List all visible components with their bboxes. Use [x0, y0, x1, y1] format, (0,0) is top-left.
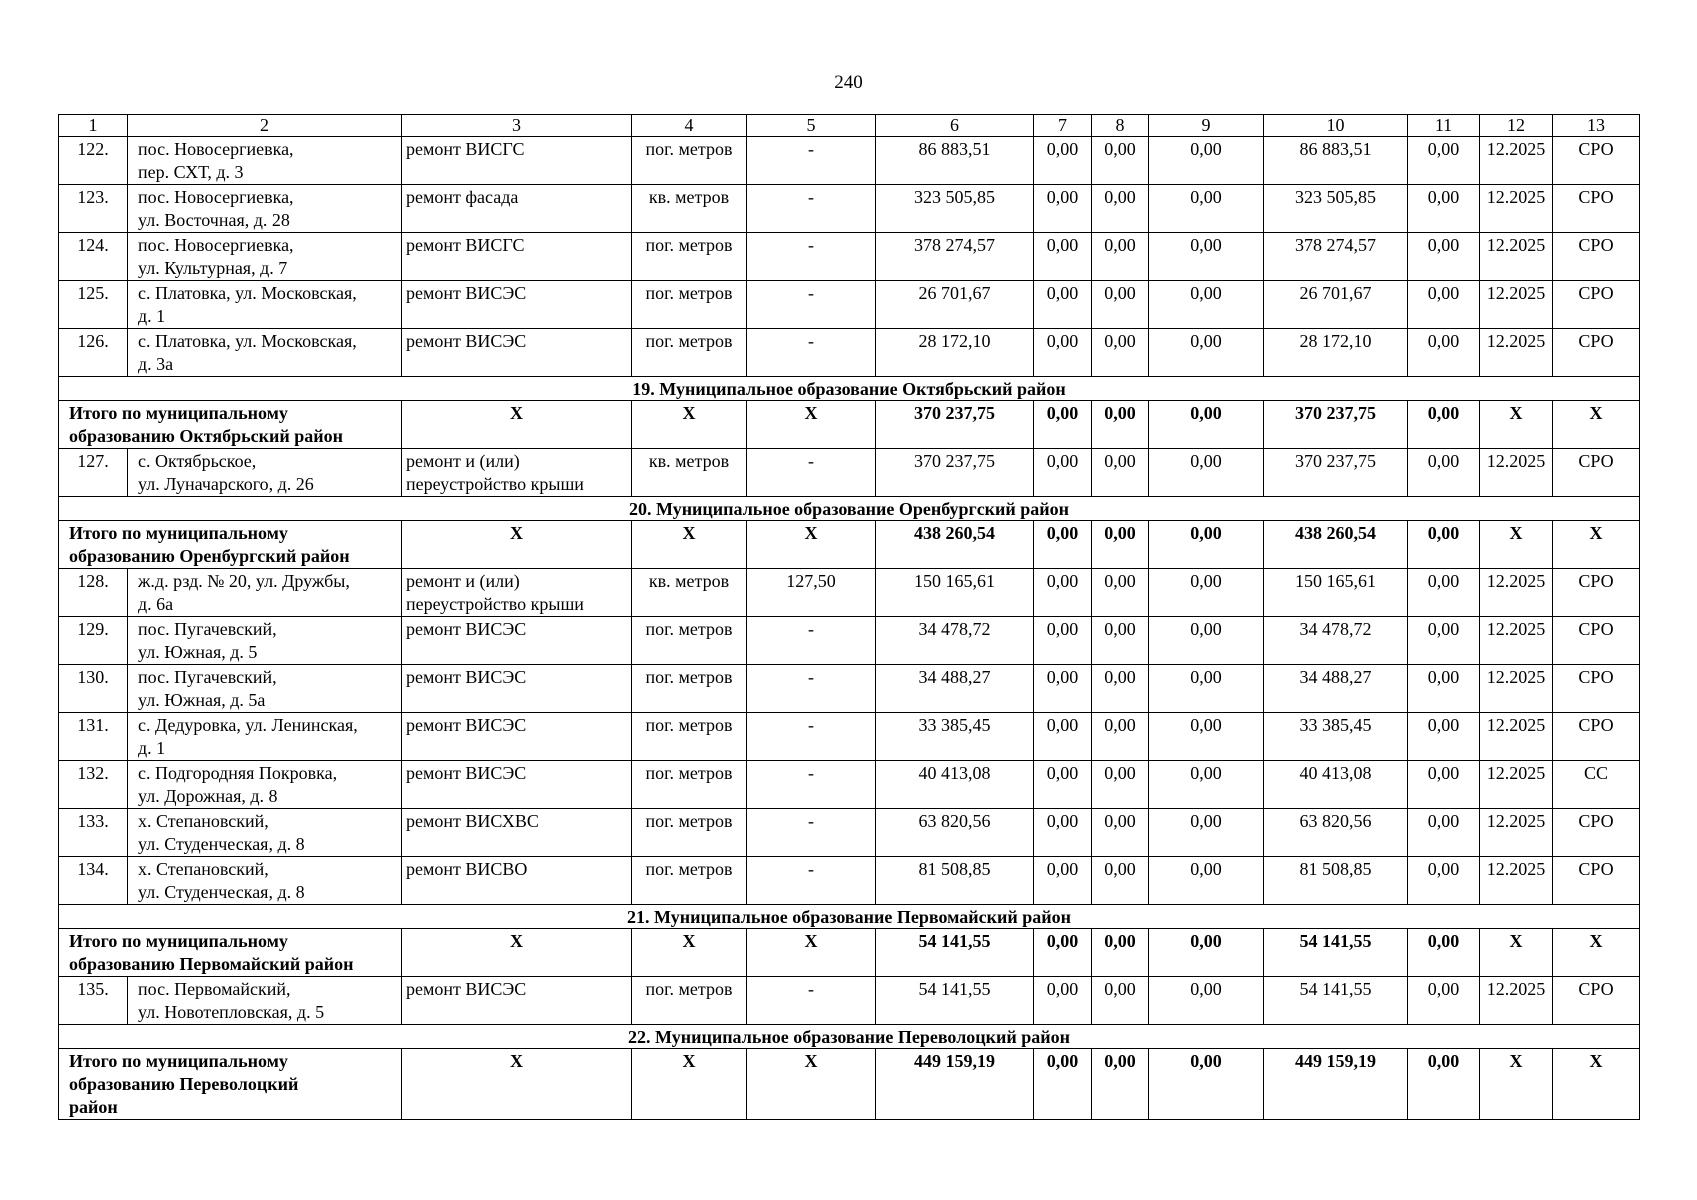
value-cell-10: 370 237,75 [1264, 449, 1408, 497]
work-type-cell: ремонт ВИСЭС [402, 761, 632, 809]
address-cell: с. Октябрьское, ул. Луначарского, д. 26 [128, 449, 402, 497]
total-cell-10: 438 260,54 [1264, 521, 1408, 569]
quantity-cell: - [747, 137, 876, 185]
total-cell-10: 449 159,19 [1264, 1049, 1408, 1120]
value-cell-9: 0,00 [1149, 713, 1264, 761]
unit-cell: пог. метров [632, 761, 747, 809]
value-cell-11: 0,00 [1408, 449, 1480, 497]
value-cell-11: 0,00 [1408, 137, 1480, 185]
value-cell-9: 0,00 [1149, 449, 1264, 497]
total-cell-12: Х [1480, 521, 1553, 569]
value-cell-7: 0,00 [1034, 665, 1092, 713]
total-cell-9: 0,00 [1149, 1049, 1264, 1120]
total-cell-11: 0,00 [1408, 929, 1480, 977]
work-type-cell: ремонт и (или) переустройство крыши [402, 449, 632, 497]
value-cell-8: 0,00 [1092, 761, 1149, 809]
value-cell-7: 0,00 [1034, 281, 1092, 329]
row-number: 129. [59, 617, 128, 665]
value-cell-9: 0,00 [1149, 809, 1264, 857]
value-cell-9: 0,00 [1149, 761, 1264, 809]
total-cell-12: Х [1480, 929, 1553, 977]
value-cell-12: 12.2025 [1480, 809, 1553, 857]
total-cell-4: Х [632, 521, 747, 569]
work-type-cell: ремонт ВИСЭС [402, 713, 632, 761]
address-cell: пос. Пугачевский, ул. Южная, д. 5а [128, 665, 402, 713]
column-number-header: 12 [1480, 115, 1553, 137]
table-body [59, 115, 1640, 1120]
row-number: 130. [59, 665, 128, 713]
value-cell-6: 26 701,67 [876, 281, 1034, 329]
row-number: 124. [59, 233, 128, 281]
unit-cell: кв. метров [632, 185, 747, 233]
unit-cell: кв. метров [632, 449, 747, 497]
address-cell: с. Платовка, ул. Московская, д. 1 [128, 281, 402, 329]
value-cell-11: 0,00 [1408, 809, 1480, 857]
value-cell-9: 0,00 [1149, 185, 1264, 233]
value-cell-11: 0,00 [1408, 233, 1480, 281]
value-cell-8: 0,00 [1092, 617, 1149, 665]
value-cell-12: 12.2025 [1480, 665, 1553, 713]
value-cell-12: 12.2025 [1480, 137, 1553, 185]
value-cell-13: СРО [1553, 977, 1640, 1025]
value-cell-11: 0,00 [1408, 665, 1480, 713]
value-cell-13: СРО [1553, 857, 1640, 905]
total-cell-6: 54 141,55 [876, 929, 1034, 977]
row-number: 131. [59, 713, 128, 761]
section-title: 21. Муниципальное образование Первомайский район [59, 905, 1640, 929]
value-cell-12: 12.2025 [1480, 857, 1553, 905]
total-row [59, 521, 1640, 569]
value-cell-10: 34 488,27 [1264, 665, 1408, 713]
work-type-cell: ремонт ВИСЭС [402, 617, 632, 665]
value-cell-13: СРО [1553, 185, 1640, 233]
value-cell-8: 0,00 [1092, 713, 1149, 761]
section-title: 19. Муниципальное образование Октябрьский район [59, 377, 1640, 401]
column-number-header: 11 [1408, 115, 1480, 137]
value-cell-12: 12.2025 [1480, 281, 1553, 329]
value-cell-7: 0,00 [1034, 857, 1092, 905]
value-cell-9: 0,00 [1149, 137, 1264, 185]
value-cell-6: 40 413,08 [876, 761, 1034, 809]
address-cell: ж.д. рзд. № 20, ул. Дружбы, д. 6а [128, 569, 402, 617]
value-cell-11: 0,00 [1408, 281, 1480, 329]
value-cell-10: 26 701,67 [1264, 281, 1408, 329]
page-number: 240 [834, 72, 863, 93]
address-cell: с. Платовка, ул. Московская, д. 3а [128, 329, 402, 377]
value-cell-9: 0,00 [1149, 857, 1264, 905]
work-type-cell: ремонт ВИСЭС [402, 281, 632, 329]
total-cell-8: 0,00 [1092, 401, 1149, 449]
value-cell-10: 86 883,51 [1264, 137, 1408, 185]
unit-cell: пог. метров [632, 713, 747, 761]
unit-cell: пог. метров [632, 137, 747, 185]
value-cell-11: 0,00 [1408, 713, 1480, 761]
total-cell-5: Х [747, 401, 876, 449]
table-row [59, 329, 1640, 377]
value-cell-13: СС [1553, 761, 1640, 809]
column-number-header: 10 [1264, 115, 1408, 137]
value-cell-10: 378 274,57 [1264, 233, 1408, 281]
value-cell-13: СРО [1553, 329, 1640, 377]
value-cell-10: 33 385,45 [1264, 713, 1408, 761]
work-type-cell: ремонт ВИСХВС [402, 809, 632, 857]
total-cell-8: 0,00 [1092, 1049, 1149, 1120]
table-row [59, 449, 1640, 497]
address-cell: с. Подгородняя Покровка, ул. Дорожная, д. 8 [128, 761, 402, 809]
value-cell-6: 34 478,72 [876, 617, 1034, 665]
value-cell-8: 0,00 [1092, 233, 1149, 281]
value-cell-13: СРО [1553, 713, 1640, 761]
total-row [59, 401, 1640, 449]
section-header-row [59, 497, 1640, 521]
value-cell-13: СРО [1553, 665, 1640, 713]
value-cell-6: 54 141,55 [876, 977, 1034, 1025]
work-type-cell: ремонт ВИСЭС [402, 665, 632, 713]
value-cell-12: 12.2025 [1480, 329, 1553, 377]
address-cell: х. Степановский, ул. Студенческая, д. 8 [128, 857, 402, 905]
row-number: 135. [59, 977, 128, 1025]
total-cell-7: 0,00 [1034, 929, 1092, 977]
quantity-cell: - [747, 713, 876, 761]
quantity-cell: - [747, 665, 876, 713]
quantity-cell: - [747, 809, 876, 857]
column-number-header-row [59, 115, 1640, 137]
value-cell-7: 0,00 [1034, 761, 1092, 809]
unit-cell: кв. метров [632, 569, 747, 617]
table-row [59, 761, 1640, 809]
total-cell-9: 0,00 [1149, 401, 1264, 449]
total-cell-3: Х [402, 1049, 632, 1120]
total-cell-13: Х [1553, 929, 1640, 977]
value-cell-7: 0,00 [1034, 329, 1092, 377]
value-cell-11: 0,00 [1408, 329, 1480, 377]
total-cell-11: 0,00 [1408, 1049, 1480, 1120]
value-cell-7: 0,00 [1034, 569, 1092, 617]
section-title: 22. Муниципальное образование Переволоцкий район [59, 1025, 1640, 1049]
work-type-cell: ремонт ВИСЭС [402, 329, 632, 377]
value-cell-11: 0,00 [1408, 617, 1480, 665]
total-cell-8: 0,00 [1092, 521, 1149, 569]
row-number: 132. [59, 761, 128, 809]
row-number: 134. [59, 857, 128, 905]
value-cell-8: 0,00 [1092, 857, 1149, 905]
total-cell-3: Х [402, 929, 632, 977]
value-cell-6: 370 237,75 [876, 449, 1034, 497]
total-cell-5: Х [747, 521, 876, 569]
value-cell-12: 12.2025 [1480, 761, 1553, 809]
value-cell-9: 0,00 [1149, 665, 1264, 713]
total-cell-8: 0,00 [1092, 929, 1149, 977]
address-cell: пос. Первомайский, ул. Новотепловская, д. 5 [128, 977, 402, 1025]
row-number: 122. [59, 137, 128, 185]
value-cell-6: 150 165,61 [876, 569, 1034, 617]
value-cell-8: 0,00 [1092, 449, 1149, 497]
value-cell-10: 63 820,56 [1264, 809, 1408, 857]
value-cell-11: 0,00 [1408, 761, 1480, 809]
quantity-cell: - [747, 857, 876, 905]
table-row [59, 809, 1640, 857]
value-cell-9: 0,00 [1149, 617, 1264, 665]
total-cell-12: Х [1480, 1049, 1553, 1120]
value-cell-10: 40 413,08 [1264, 761, 1408, 809]
work-type-cell: ремонт ВИСГС [402, 137, 632, 185]
value-cell-10: 150 165,61 [1264, 569, 1408, 617]
value-cell-7: 0,00 [1034, 809, 1092, 857]
table-row [59, 617, 1640, 665]
total-cell-11: 0,00 [1408, 401, 1480, 449]
total-cell-10: 54 141,55 [1264, 929, 1408, 977]
value-cell-10: 54 141,55 [1264, 977, 1408, 1025]
value-cell-8: 0,00 [1092, 281, 1149, 329]
section-header-row [59, 377, 1640, 401]
total-row [59, 929, 1640, 977]
address-cell: пос. Новосергиевка, пер. СХТ, д. 3 [128, 137, 402, 185]
table-row [59, 281, 1640, 329]
table-row [59, 665, 1640, 713]
total-cell-4: Х [632, 929, 747, 977]
value-cell-11: 0,00 [1408, 977, 1480, 1025]
value-cell-10: 323 505,85 [1264, 185, 1408, 233]
value-cell-11: 0,00 [1408, 185, 1480, 233]
quantity-cell: - [747, 185, 876, 233]
value-cell-13: СРО [1553, 137, 1640, 185]
value-cell-6: 86 883,51 [876, 137, 1034, 185]
value-cell-12: 12.2025 [1480, 233, 1553, 281]
value-cell-13: СРО [1553, 281, 1640, 329]
value-cell-9: 0,00 [1149, 281, 1264, 329]
value-cell-6: 323 505,85 [876, 185, 1034, 233]
column-number-header: 7 [1034, 115, 1092, 137]
value-cell-8: 0,00 [1092, 809, 1149, 857]
value-cell-13: СРО [1553, 617, 1640, 665]
unit-cell: пог. метров [632, 233, 747, 281]
value-cell-12: 12.2025 [1480, 713, 1553, 761]
address-cell: пос. Новосергиевка, ул. Восточная, д. 28 [128, 185, 402, 233]
value-cell-9: 0,00 [1149, 233, 1264, 281]
value-cell-10: 28 172,10 [1264, 329, 1408, 377]
total-cell-13: Х [1553, 401, 1640, 449]
total-cell-5: Х [747, 1049, 876, 1120]
unit-cell: пог. метров [632, 809, 747, 857]
value-cell-7: 0,00 [1034, 233, 1092, 281]
value-cell-9: 0,00 [1149, 329, 1264, 377]
address-cell: х. Степановский, ул. Студенческая, д. 8 [128, 809, 402, 857]
row-number: 133. [59, 809, 128, 857]
value-cell-6: 63 820,56 [876, 809, 1034, 857]
table-row [59, 569, 1640, 617]
table-row [59, 713, 1640, 761]
value-cell-8: 0,00 [1092, 569, 1149, 617]
table-row [59, 233, 1640, 281]
unit-cell: пог. метров [632, 665, 747, 713]
value-cell-11: 0,00 [1408, 857, 1480, 905]
value-cell-7: 0,00 [1034, 713, 1092, 761]
total-label: Итого по муниципальному образованию Переволоцкий район [59, 1049, 402, 1120]
section-header-row [59, 905, 1640, 929]
total-cell-6: 438 260,54 [876, 521, 1034, 569]
work-type-cell: ремонт ВИСГС [402, 233, 632, 281]
total-cell-11: 0,00 [1408, 521, 1480, 569]
value-cell-13: СРО [1553, 233, 1640, 281]
value-cell-6: 28 172,10 [876, 329, 1034, 377]
total-cell-4: Х [632, 401, 747, 449]
row-number: 123. [59, 185, 128, 233]
unit-cell: пог. метров [632, 977, 747, 1025]
value-cell-8: 0,00 [1092, 665, 1149, 713]
value-cell-8: 0,00 [1092, 185, 1149, 233]
value-cell-7: 0,00 [1034, 137, 1092, 185]
column-number-header: 1 [59, 115, 128, 137]
value-cell-10: 81 508,85 [1264, 857, 1408, 905]
total-cell-7: 0,00 [1034, 401, 1092, 449]
total-label: Итого по муниципальному образованию Оренбургский район [59, 521, 402, 569]
value-cell-6: 81 508,85 [876, 857, 1034, 905]
unit-cell: пог. метров [632, 329, 747, 377]
column-number-header: 8 [1092, 115, 1149, 137]
total-cell-13: Х [1553, 521, 1640, 569]
quantity-cell: - [747, 233, 876, 281]
quantity-cell: 127,50 [747, 569, 876, 617]
total-cell-6: 449 159,19 [876, 1049, 1034, 1120]
column-number-header: 4 [632, 115, 747, 137]
work-type-cell: ремонт фасада [402, 185, 632, 233]
value-cell-13: СРО [1553, 449, 1640, 497]
quantity-cell: - [747, 449, 876, 497]
capital-repair-table [58, 114, 1640, 1120]
row-number: 126. [59, 329, 128, 377]
quantity-cell: - [747, 761, 876, 809]
total-label: Итого по муниципальному образованию Октябрьский район [59, 401, 402, 449]
value-cell-12: 12.2025 [1480, 617, 1553, 665]
table-row [59, 857, 1640, 905]
column-number-header: 3 [402, 115, 632, 137]
value-cell-6: 378 274,57 [876, 233, 1034, 281]
section-title: 20. Муниципальное образование Оренбургский район [59, 497, 1640, 521]
unit-cell: пог. метров [632, 281, 747, 329]
quantity-cell: - [747, 617, 876, 665]
quantity-cell: - [747, 329, 876, 377]
total-cell-4: Х [632, 1049, 747, 1120]
value-cell-9: 0,00 [1149, 977, 1264, 1025]
value-cell-7: 0,00 [1034, 449, 1092, 497]
unit-cell: пог. метров [632, 857, 747, 905]
total-cell-9: 0,00 [1149, 929, 1264, 977]
total-cell-7: 0,00 [1034, 521, 1092, 569]
address-cell: пос. Пугачевский, ул. Южная, д. 5 [128, 617, 402, 665]
value-cell-12: 12.2025 [1480, 185, 1553, 233]
total-cell-5: Х [747, 929, 876, 977]
value-cell-8: 0,00 [1092, 977, 1149, 1025]
column-number-header: 6 [876, 115, 1034, 137]
total-cell-3: Х [402, 401, 632, 449]
value-cell-13: СРО [1553, 569, 1640, 617]
total-cell-9: 0,00 [1149, 521, 1264, 569]
value-cell-12: 12.2025 [1480, 977, 1553, 1025]
total-label: Итого по муниципальному образованию Первомайский район [59, 929, 402, 977]
value-cell-6: 34 488,27 [876, 665, 1034, 713]
value-cell-7: 0,00 [1034, 977, 1092, 1025]
value-cell-11: 0,00 [1408, 569, 1480, 617]
table-row [59, 185, 1640, 233]
column-number-header: 13 [1553, 115, 1640, 137]
total-cell-7: 0,00 [1034, 1049, 1092, 1120]
total-row [59, 1049, 1640, 1120]
section-header-row [59, 1025, 1640, 1049]
value-cell-8: 0,00 [1092, 137, 1149, 185]
total-cell-12: Х [1480, 401, 1553, 449]
value-cell-13: СРО [1553, 809, 1640, 857]
address-cell: пос. Новосергиевка, ул. Культурная, д. 7 [128, 233, 402, 281]
quantity-cell: - [747, 977, 876, 1025]
column-number-header: 2 [128, 115, 402, 137]
work-type-cell: ремонт и (или) переустройство крыши [402, 569, 632, 617]
value-cell-12: 12.2025 [1480, 449, 1553, 497]
column-number-header: 9 [1149, 115, 1264, 137]
total-cell-13: Х [1553, 1049, 1640, 1120]
table-row [59, 137, 1640, 185]
address-cell: с. Дедуровка, ул. Ленинская, д. 1 [128, 713, 402, 761]
row-number: 127. [59, 449, 128, 497]
value-cell-10: 34 478,72 [1264, 617, 1408, 665]
unit-cell: пог. метров [632, 617, 747, 665]
total-cell-10: 370 237,75 [1264, 401, 1408, 449]
work-type-cell: ремонт ВИСЭС [402, 977, 632, 1025]
value-cell-12: 12.2025 [1480, 569, 1553, 617]
quantity-cell: - [747, 281, 876, 329]
value-cell-8: 0,00 [1092, 329, 1149, 377]
row-number: 128. [59, 569, 128, 617]
work-type-cell: ремонт ВИСВО [402, 857, 632, 905]
row-number: 125. [59, 281, 128, 329]
total-cell-6: 370 237,75 [876, 401, 1034, 449]
value-cell-7: 0,00 [1034, 185, 1092, 233]
value-cell-9: 0,00 [1149, 569, 1264, 617]
value-cell-6: 33 385,45 [876, 713, 1034, 761]
total-cell-3: Х [402, 521, 632, 569]
column-number-header: 5 [747, 115, 876, 137]
table-row [59, 977, 1640, 1025]
value-cell-7: 0,00 [1034, 617, 1092, 665]
